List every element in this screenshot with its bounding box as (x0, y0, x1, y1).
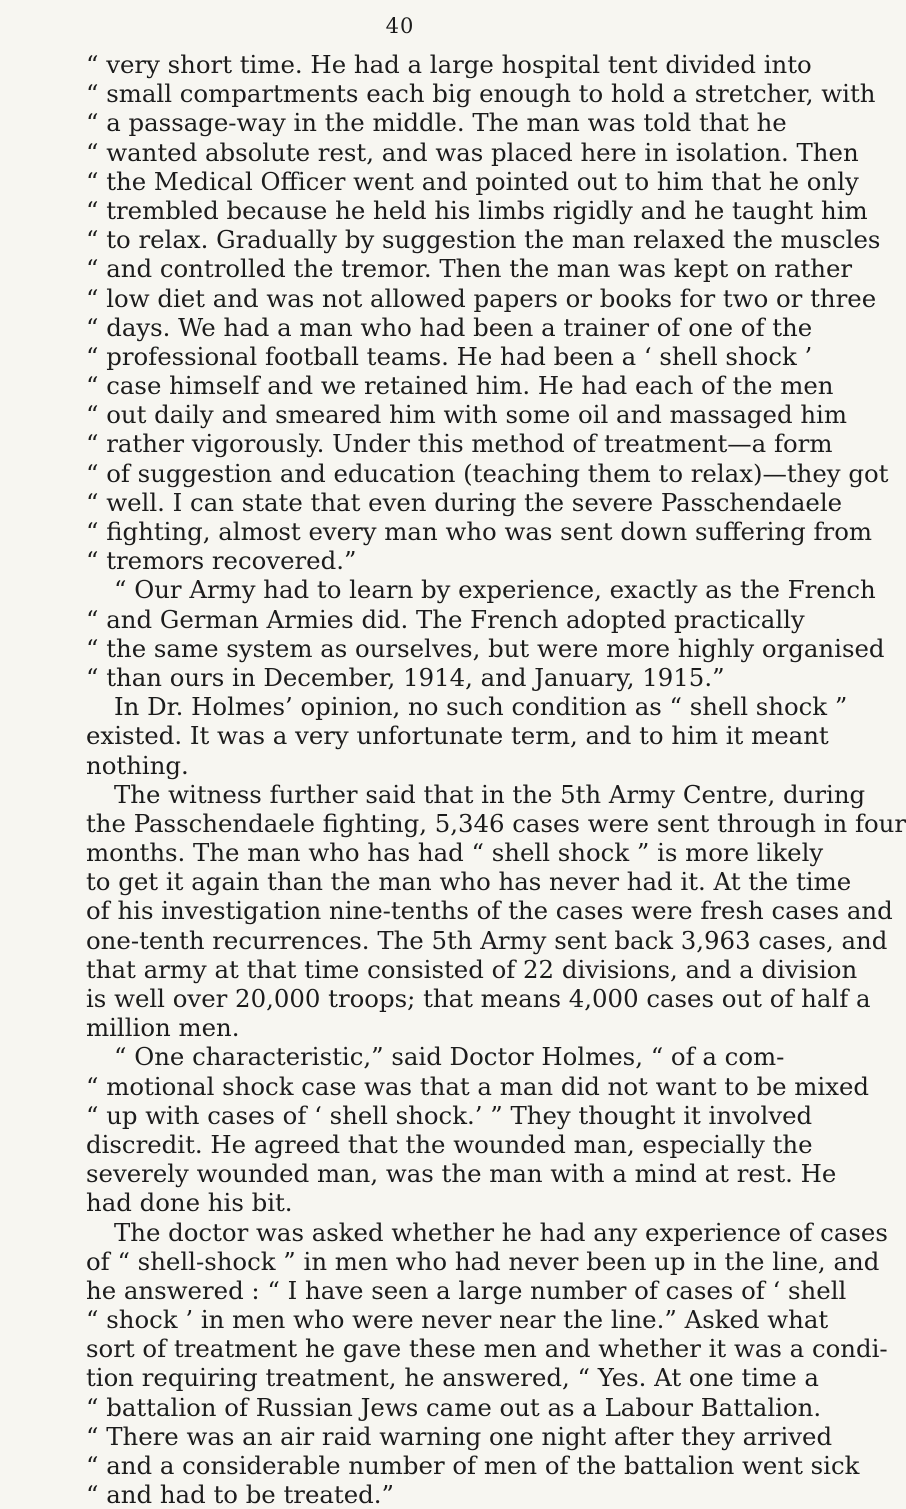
paragraph-line: he answered : “ I have seen a large number of cases of ‘ shell (86, 1275, 847, 1305)
paragraph-line: “ professional football teams. He had been a ‘ shell shock ’ (86, 341, 813, 371)
paragraph-line: of “ shell-shock ” in men who had never been up in the line, and (86, 1246, 880, 1276)
paragraph-line: one-tenth recurrences. The 5th Army sent back 3,963 cases, and (86, 925, 888, 955)
paragraph-line: “ There was an air raid warning one night after they arrived (86, 1421, 833, 1451)
paragraph-line: “ out daily and smeared him with some oil and massaged him (86, 400, 847, 430)
paragraph-line: In Dr. Holmes’ opinion, no such condition as “ shell shock ” (114, 692, 848, 722)
paragraph-line: “ and a considerable number of men of the battalion went sick (86, 1451, 860, 1480)
paragraph-line: “ a passage-way in the middle. The man was told that he (86, 108, 787, 138)
paragraph-line: “ shock ’ in men who were never near the line.” Asked what (86, 1305, 829, 1335)
paragraph-line: that army at that time consisted of 22 divisions, and a division (86, 954, 858, 984)
paragraph-line: “ very short time. He had a large hospital tent divided into (86, 50, 812, 79)
page-body (86, 50, 906, 1509)
paragraph-line: months. The man who has had “ shell shock ” is more likely (86, 838, 824, 868)
paragraph-line: “ rather vigorously. Under this method of treatment—a form (86, 429, 833, 459)
paragraph-line: the Passchendaele fighting, 5,346 cases were sent through in four (86, 808, 906, 838)
paragraph-line: “ One characteristic,” said Doctor Holmes, “ of a com- (114, 1042, 785, 1072)
paragraph-line: “ Our Army had to learn by experience, exactly as the French (114, 575, 876, 605)
paragraph-line: “ the Medical Officer went and pointed out to him that he only (86, 166, 859, 196)
paragraph-line: nothing. (86, 750, 189, 780)
paragraph-line: “ tremors recovered.” (86, 546, 357, 576)
paragraph-line: “ fighting, almost every man who was sent down suffering from (86, 517, 873, 546)
paragraph-line: “ small compartments each big enough to hold a stretcher, with (86, 79, 876, 109)
paragraph-line: discredit. He agreed that the wounded man, especially the (86, 1129, 813, 1159)
paragraph-line: million men. (86, 1013, 240, 1043)
paragraph-line: “ days. We had a man who had been a trainer of one of the (86, 312, 813, 342)
paragraph-line: to get it again than the man who has never had it. At the time (86, 867, 852, 897)
paragraph-line: “ battalion of Russian Jews came out as a Labour Battalion. (86, 1392, 822, 1422)
paragraph-line: had done his bit. (86, 1188, 293, 1218)
paragraph-line: “ low diet and was not allowed papers or books for two or three (86, 283, 877, 313)
paragraph-line: sort of treatment he gave these men and whether it was a condi- (86, 1334, 888, 1364)
paragraph-line: The doctor was asked whether he had any experience of cases (114, 1217, 888, 1247)
page-number: 40 (385, 14, 415, 38)
paragraph-line: “ well. I can state that even during the severe Passchendaele (86, 487, 843, 517)
paragraph-line: existed. It was a very unfortunate term, and to him it meant (86, 721, 829, 751)
paragraph-line: “ the same system as ourselves, but were more highly organised (86, 633, 885, 663)
paragraph-line: “ up with cases of ‘ shell shock.’ ” They thought it involved (86, 1100, 813, 1130)
paragraph-line: is well over 20,000 troops; that means 4,000 cases out of half a (86, 984, 871, 1013)
paragraph-line: “ and had to be treated.” (86, 1480, 395, 1509)
paragraph-line: “ to relax. Gradually by suggestion the man relaxed the muscles (86, 225, 881, 255)
paragraph-line: “ wanted absolute rest, and was placed here in isolation. Then (86, 137, 859, 167)
paragraph-line: “ trembled because he held his limbs rigidly and he taught him (86, 195, 868, 225)
paragraph-line: “ case himself and we retained him. He had each of the men (86, 371, 834, 401)
paragraph-line: “ and German Armies did. The French adopted practically (86, 604, 805, 634)
paragraph-line: “ than ours in December, 1914, and January, 1915.” (86, 662, 725, 692)
paragraph-line: severely wounded man, was the man with a mind at rest. He (86, 1159, 837, 1189)
paragraph-line: “ and controlled the tremor. Then the man was kept on rather (86, 254, 853, 284)
paragraph-line: tion requiring treatment, he answered, “ Yes. At one time a (86, 1363, 819, 1393)
paragraph-line: “ motional shock case was that a man did not want to be mixed (86, 1071, 870, 1101)
paragraph-line: “ of suggestion and education (teaching them to relax)—they got (86, 458, 889, 488)
paragraph-line: The witness further said that in the 5th Army Centre, during (114, 779, 866, 809)
paragraph-line: of his investigation nine-tenths of the cases were fresh cases and (86, 896, 893, 926)
